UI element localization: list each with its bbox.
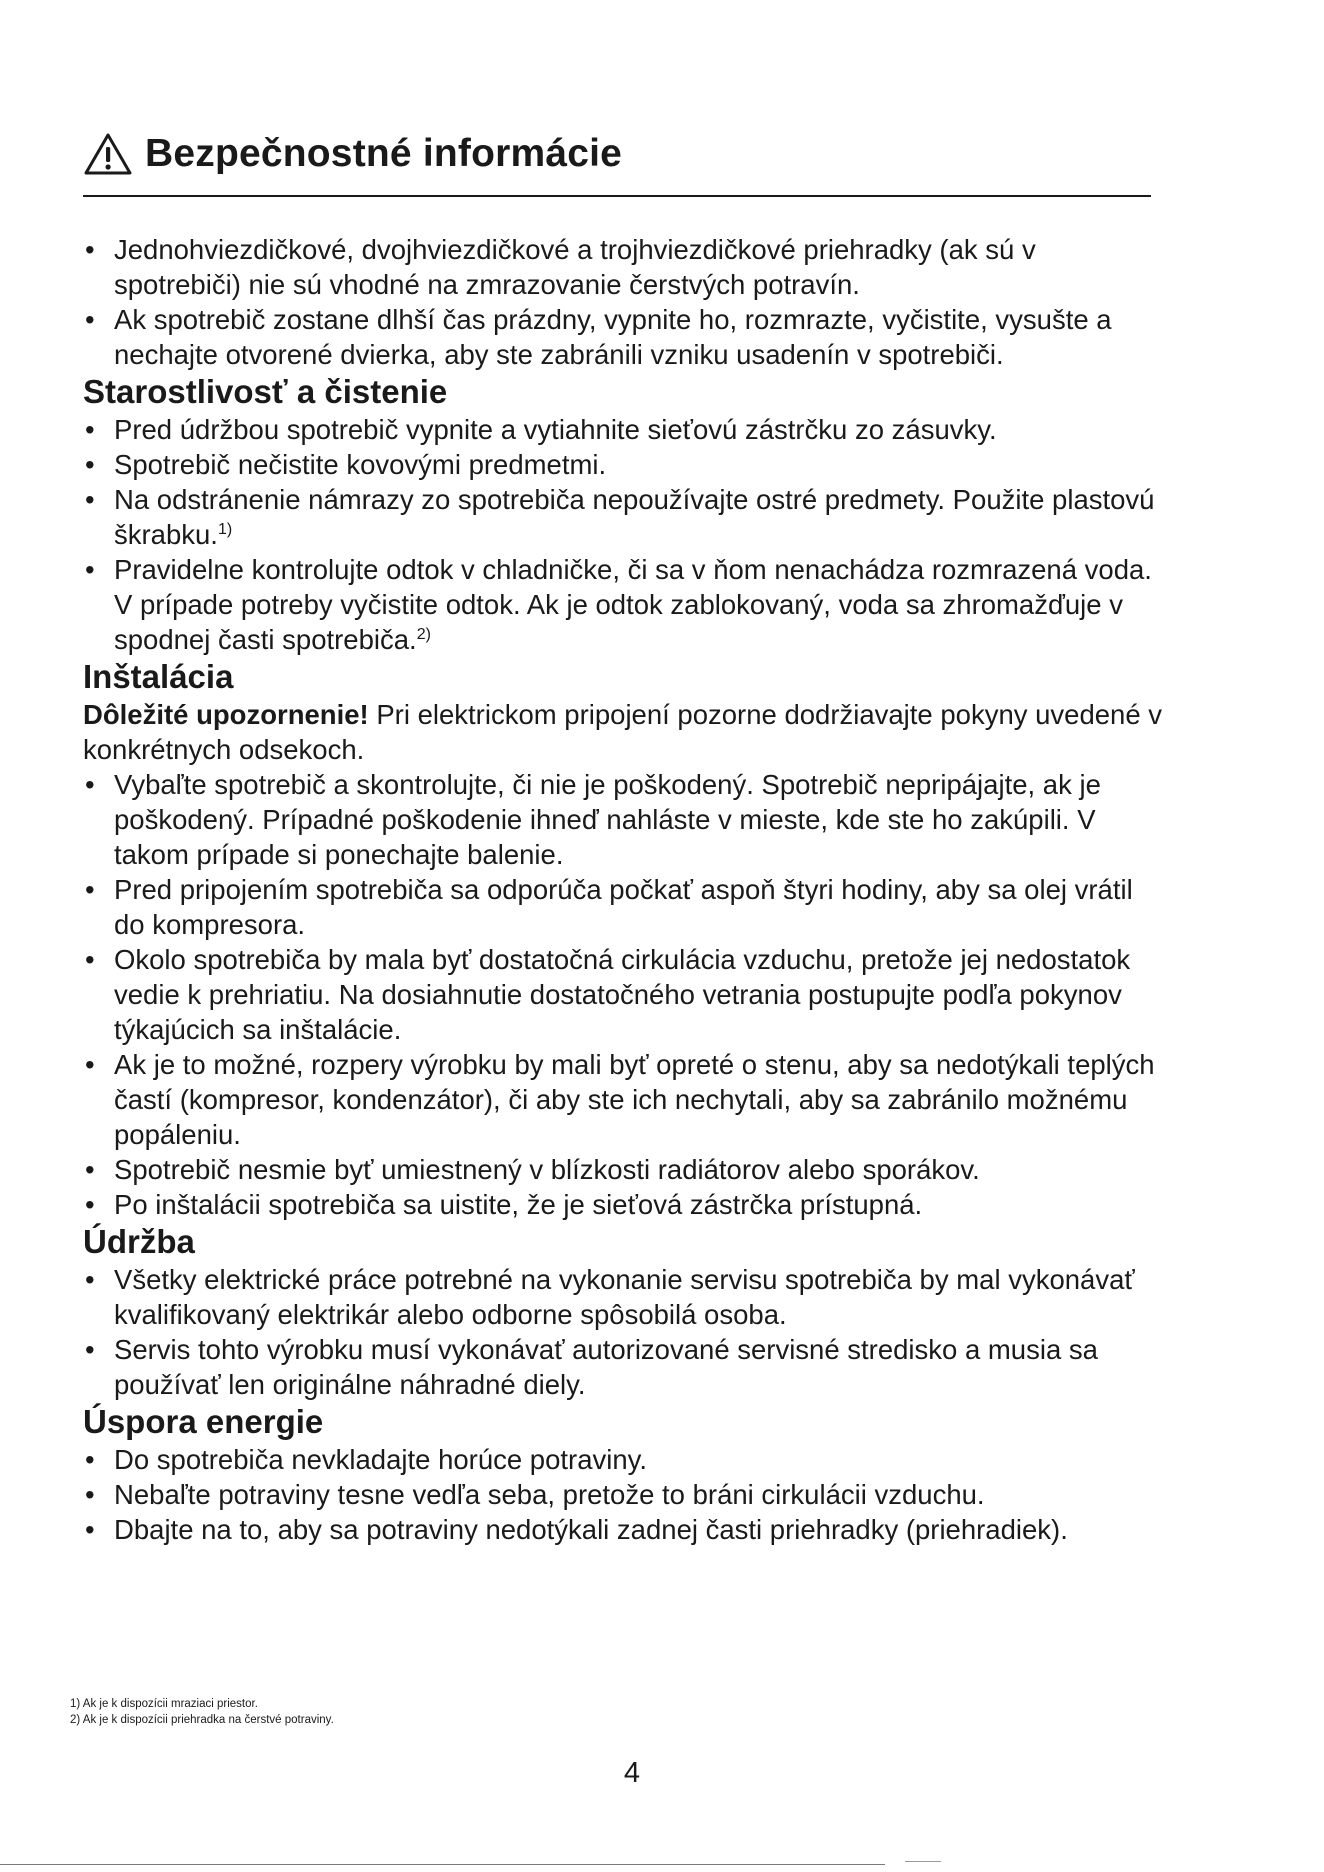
warning-triangle-icon: [83, 132, 133, 176]
installation-note: [83, 697, 1163, 767]
title-divider: [83, 195, 1151, 197]
energy-list: [83, 1442, 1163, 1547]
list-item-text: Vybaľte spotrebič a skontrolujte, či nie je poškodený. Spotrebič nepripájajte, ak je poškodený. Prípadné poškodenie ihneď nahláste v mieste, kde ste ho zakúpili. V takom prípade si ponechajte balenie.: [114, 769, 1101, 870]
list-item: [83, 232, 1163, 302]
list-item-text: Dbajte na to, aby sa potraviny nedotýkali zadnej časti priehradky (priehradiek).: [114, 1514, 1068, 1545]
footnote-ref-2: 2): [416, 625, 431, 643]
important-notice-text: Pri elektrickom pripojení pozorne dodržiavajte pokyny uvedené v konkrétnych odsekoch.: [83, 699, 1163, 765]
page-number: 4: [623, 1757, 641, 1789]
list-item-text: Nebaľte potraviny tesne vedľa seba, pretože to bráni cirkulácii vzduchu.: [114, 1479, 985, 1510]
list-item-text: Okolo spotrebiča by mala byť dostatočná cirkulácia vzduchu, pretože jej nedostatok vedie k prehriatiu. Na dosiahnutie dostatočného vetrania postupujte podľa pokynov týkajúcich sa inštalácie.: [114, 944, 1131, 1045]
bullet: •: [85, 304, 95, 335]
section-heading-care: Starostlivosť a čistenie: [83, 373, 448, 410]
list-item: [83, 482, 1163, 552]
maintenance-list: [83, 1262, 1163, 1402]
list-item: [83, 1047, 1163, 1152]
list-item: [83, 1332, 1163, 1402]
bullet: •: [85, 1264, 95, 1295]
bullet: •: [85, 1444, 95, 1475]
bullet: •: [85, 449, 95, 480]
care-list: [83, 412, 1163, 657]
bullet: •: [85, 1479, 95, 1510]
bullet: •: [85, 554, 95, 585]
list-item-text: Na odstránenie námrazy zo spotrebiča nepoužívajte ostré predmety. Použite plastovú škrabku.: [114, 484, 1155, 550]
bullet: •: [85, 1334, 95, 1365]
section-heading-energy: Úspora energie: [83, 1403, 324, 1440]
list-item-text: Po inštalácii spotrebiča sa uistite, že je sieťová zástrčka prístupná.: [114, 1189, 923, 1220]
list-item-text: Ak je to možné, rozpery výrobku by mali byť opreté o stenu, aby sa nedotýkali teplých častí (kompresor, kondenzátor), či aby ste ich nechytali, aby sa zabránilo možnému popáleniu.: [114, 1049, 1155, 1150]
installation-list: [83, 767, 1163, 1222]
list-item-text: Spotrebič nečistite kovovými predmetmi.: [114, 449, 607, 480]
bullet: •: [85, 1189, 95, 1220]
list-item-text: Pred údržbou spotrebič vypnite a vytiahnite sieťovú zástrčku zo zásuvky.: [114, 414, 997, 445]
list-item-text: Pravidelne kontrolujte odtok v chladničke, či sa v ňom nenachádza rozmrazená voda. V prípade potreby vyčistite odtok. Ak je odtok zablokovaný, voda sa zhromažďuje v spodnej časti spotrebiča.: [114, 554, 1152, 655]
footnote-ref-1: 1): [217, 520, 233, 538]
bullet: •: [85, 769, 95, 800]
bullet: •: [85, 1514, 95, 1545]
page-title: Bezpečnostné informácie: [145, 132, 623, 175]
bottom-divider: [0, 1864, 885, 1865]
list-item-text: Ak spotrebič zostane dlhší čas prázdny, vypnite ho, rozmrazte, vyčistite, vysušte a nechajte otvorené dvierka, aby ste zabránili vzniku usadenín v spotrebiči.: [114, 304, 1112, 370]
bullet: •: [85, 484, 95, 515]
bullet: •: [85, 414, 95, 445]
content: [83, 232, 1163, 1547]
bottom-edge-mark: [905, 1861, 941, 1866]
list-item: [83, 1442, 1163, 1477]
intro-list: [83, 232, 1163, 372]
section-heading-installation: Inštalácia: [83, 658, 234, 695]
bullet: •: [85, 1049, 95, 1080]
bullet: •: [85, 234, 95, 265]
list-item-text: Spotrebič nesmie byť umiestnený v blízkosti radiátorov alebo sporákov.: [114, 1154, 980, 1185]
page-header: [83, 132, 1151, 176]
list-item: [83, 552, 1163, 657]
bullet: •: [85, 1154, 95, 1185]
list-item-text: Pred pripojením spotrebiča sa odporúča počkať aspoň štyri hodiny, aby sa olej vrátil do kompresora.: [114, 874, 1133, 940]
list-item: [83, 872, 1163, 942]
list-item: [83, 1187, 1163, 1222]
footnote-2: 2) Ak je k dispozícii priehradka na čerstvé potraviny.: [70, 1714, 334, 1726]
list-item: [83, 302, 1163, 372]
important-notice-label: Dôležité upozornenie!: [83, 699, 369, 730]
list-item: [83, 1152, 1163, 1187]
list-item: [83, 1512, 1163, 1547]
footnotes: [70, 1696, 334, 1728]
list-item: [83, 1262, 1163, 1332]
list-item-text: Jednohviezdičkové, dvojhviezdičkové a trojhviezdičkové priehradky (ak sú v spotrebiči) nie sú vhodné na zmrazovanie čerstvých potravín.: [114, 234, 1036, 300]
list-item-text: Do spotrebiča nevkladajte horúce potraviny.: [114, 1444, 647, 1475]
list-item: [83, 412, 1163, 447]
bullet: •: [85, 944, 95, 975]
list-item-text: Všetky elektrické práce potrebné na vykonanie servisu spotrebiča by mal vykonávať kvalifikovaný elektrikár alebo odborne spôsobilá osoba.: [114, 1264, 1135, 1330]
section-heading-maintenance: Údržba: [83, 1223, 195, 1260]
list-item: [83, 1477, 1163, 1512]
list-item: [83, 447, 1163, 482]
list-item: [83, 767, 1163, 872]
list-item-text: Servis tohto výrobku musí vykonávať autorizované servisné stredisko a musia sa používať len originálne náhradné diely.: [114, 1334, 1098, 1400]
footnote-1: 1) Ak je k dispozícii mraziaci priestor.: [70, 1698, 258, 1710]
list-item: [83, 942, 1163, 1047]
bullet: •: [85, 874, 95, 905]
